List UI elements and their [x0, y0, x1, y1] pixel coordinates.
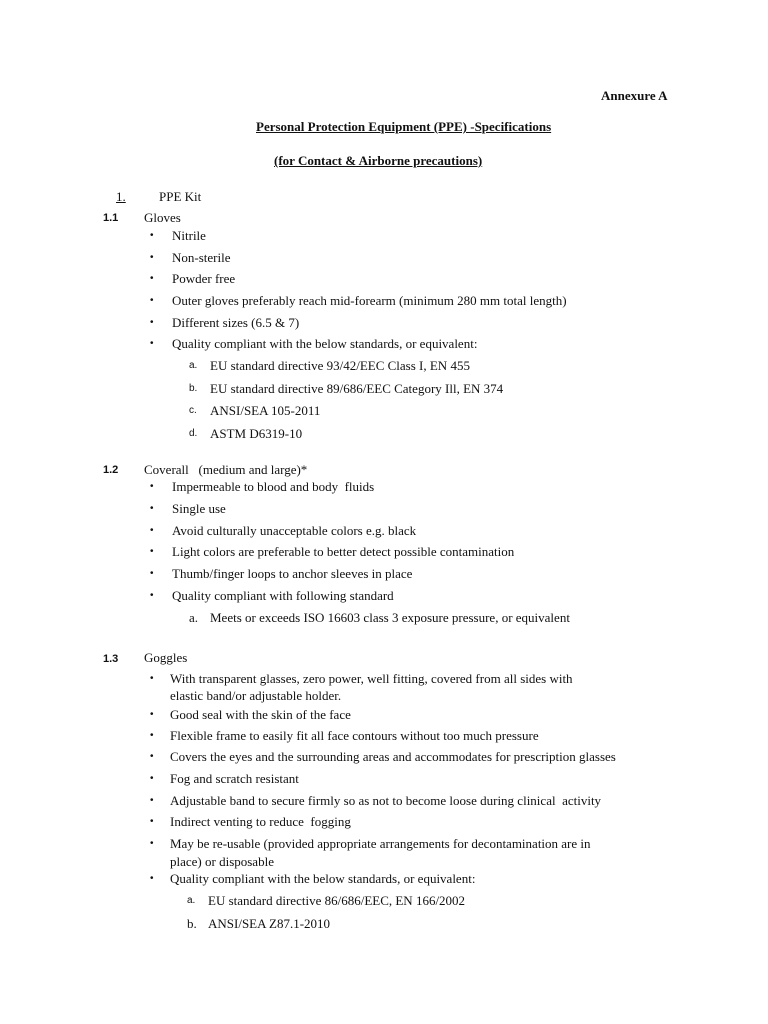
list-item: Good seal with the skin of the face: [170, 707, 351, 722]
bullet-icon: •: [150, 795, 154, 806]
list-item: Adjustable band to secure firmly so as not to become loose during clinical activity: [170, 793, 602, 808]
bullet-icon: •: [150, 709, 154, 720]
list-item: Fog and scratch resistant: [170, 771, 299, 786]
annexure-label: Annexure A: [601, 88, 668, 103]
list-item: Powder free: [172, 271, 236, 286]
list-item: ANSI/SEA Z87.1-2010: [208, 916, 331, 931]
list-item: Covers the eyes and the surrounding areas and accommodates for prescription glasses: [170, 749, 616, 764]
bullet-icon: •: [150, 317, 154, 328]
list-item: Quality compliant with following standard: [172, 588, 394, 603]
list-item: ASTM D6319-10: [210, 426, 303, 441]
list-item: ANSI/SEA 105-2011: [210, 403, 321, 418]
list-item-continuation: elastic band/or adjustable holder.: [170, 688, 342, 703]
list-item: Indirect venting to reduce fogging: [170, 814, 351, 829]
bullet-icon: •: [150, 673, 154, 684]
list-item: Impermeable to blood and body fluids: [172, 479, 375, 494]
list-item: EU standard directive 93/42/EEC Class I, EN 455: [210, 358, 470, 373]
list-item: Different sizes (6.5 & 7): [172, 315, 300, 330]
document-title: Personal Protection Equipment (PPE) -Specifications: [256, 119, 552, 134]
list-item: Avoid culturally unacceptable colors e.g. black: [172, 523, 417, 538]
document-subtitle: (for Contact & Airborne precautions): [274, 153, 483, 168]
bullet-icon: •: [150, 252, 154, 263]
bullet-icon: •: [150, 525, 154, 536]
coverall-section-label: Coverall (medium and large)*: [144, 462, 308, 477]
goggles-section-number: 1.3: [103, 653, 119, 665]
list-marker: a.: [189, 610, 199, 625]
list-marker: b.: [187, 916, 197, 931]
bullet-icon: •: [150, 295, 154, 306]
bullet-icon: •: [150, 546, 154, 557]
list-item: Nitrile: [172, 228, 206, 243]
list-marker: a.: [189, 360, 198, 371]
gloves-section-label: Gloves: [144, 210, 181, 225]
list-item: With transparent glasses, zero power, well fitting, covered from all sides with: [170, 671, 573, 686]
gloves-section-number: 1.1: [103, 212, 119, 224]
list-item: Outer gloves preferably reach mid-forearm (minimum 280 mm total length): [172, 293, 567, 308]
section-label: PPE Kit: [159, 189, 202, 204]
bullet-icon: •: [150, 816, 154, 827]
list-item: Flexible frame to easily fit all face contours without too much pressure: [170, 728, 539, 743]
list-marker: c.: [189, 405, 197, 416]
list-item: May be re-usable (provided appropriate arrangements for decontamination are in: [170, 836, 591, 851]
list-marker: b.: [189, 383, 198, 394]
list-item: Light colors are preferable to better detect possible contamination: [172, 544, 515, 559]
bullet-icon: •: [150, 273, 154, 284]
bullet-icon: •: [150, 590, 154, 601]
list-marker: a.: [187, 895, 196, 906]
bullet-icon: •: [150, 338, 154, 349]
bullet-icon: •: [150, 873, 154, 884]
bullet-icon: •: [150, 481, 154, 492]
list-item: Non-sterile: [172, 250, 231, 265]
coverall-section-number: 1.2: [103, 464, 119, 476]
list-item: Thumb/finger loops to anchor sleeves in place: [172, 566, 413, 581]
bullet-icon: •: [150, 503, 154, 514]
bullet-icon: •: [150, 751, 154, 762]
list-item: Quality compliant with the below standards, or equivalent:: [172, 336, 478, 351]
list-item: Single use: [172, 501, 226, 516]
list-item: Meets or exceeds ISO 16603 class 3 exposure pressure, or equivalent: [210, 610, 570, 625]
list-item: Quality compliant with the below standards, or equivalent:: [170, 871, 476, 886]
list-item: EU standard directive 89/686/EEC Category Ill, EN 374: [210, 381, 504, 396]
bullet-icon: •: [150, 730, 154, 741]
list-marker: d.: [189, 428, 198, 439]
list-item: EU standard directive 86/686/EEC, EN 166/2002: [208, 893, 466, 908]
bullet-icon: •: [150, 773, 154, 784]
goggles-section-label: Goggles: [144, 650, 188, 665]
bullet-icon: •: [150, 838, 154, 849]
bullet-icon: •: [150, 568, 154, 579]
section-number: 1.: [116, 189, 126, 204]
list-item-continuation: place) or disposable: [170, 854, 274, 869]
bullet-icon: •: [150, 230, 154, 241]
